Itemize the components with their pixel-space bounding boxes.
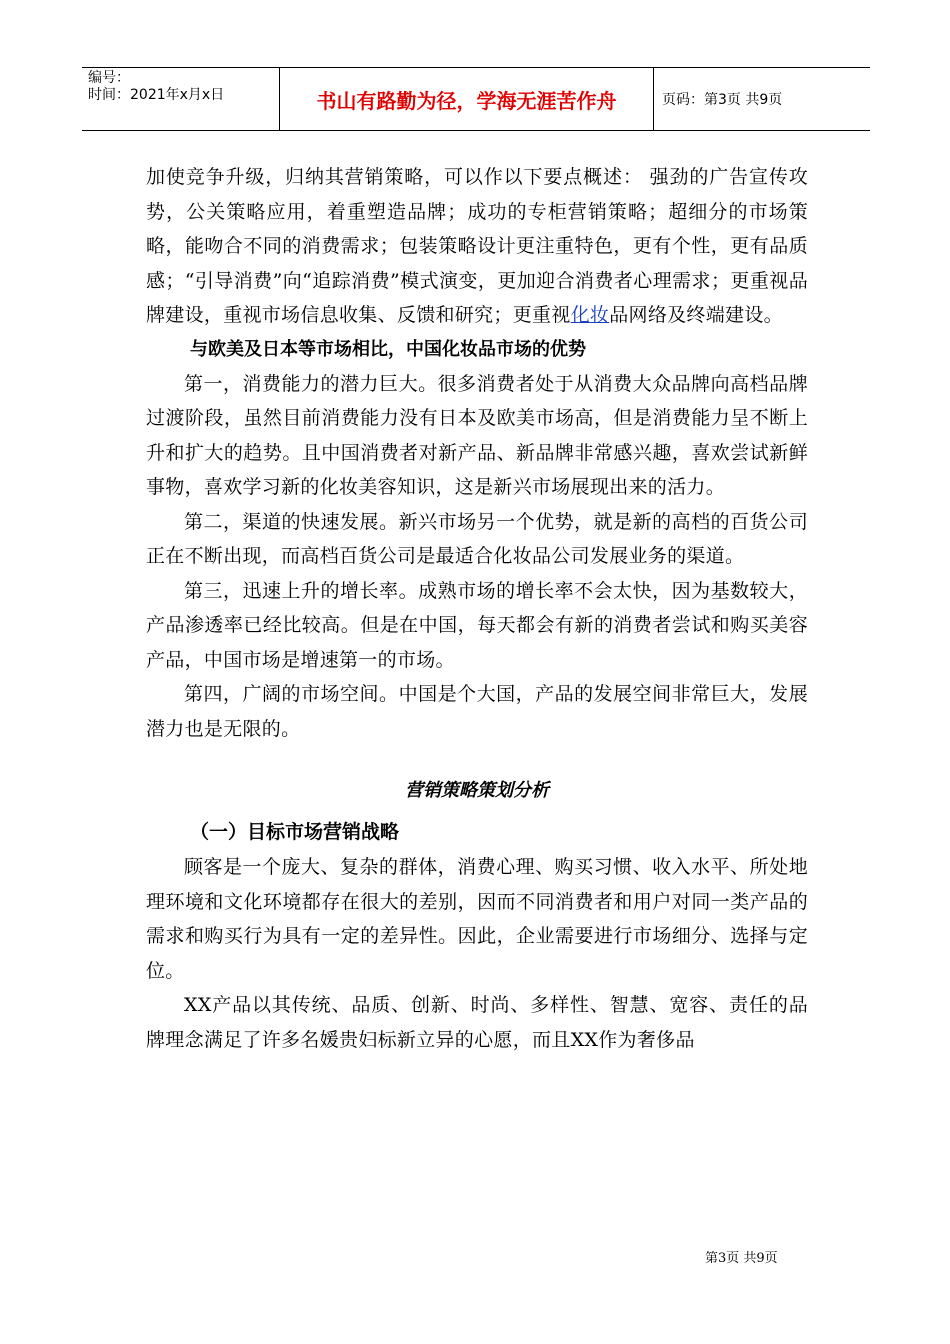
cosmetics-link[interactable]: 化妆 [570, 304, 610, 326]
header-meta [82, 68, 280, 130]
paragraph-4: 第三，迅速上升的增长率。成熟市场的增长率不会太快，因为基数较大，产品渗透率已经比较高。但是在中国，每天都会有新的消费者尝试和购买美容产品，中国市场是增速第一的市场。 [146, 579, 808, 671]
page-header [82, 67, 870, 131]
paragraph-7: XX产品以其传统、品质、创新、时尚、多样性、智慧、宽容、责任的品牌理念满足了许多名媛贵妇标新立异的心愿，而且XX作为奢侈品 [146, 994, 808, 1051]
document-body [146, 160, 808, 1057]
time-label: 时间：2021年x月x日 [88, 87, 225, 103]
header-motto: 书山有路勤为径，学海无涯苦作舟 [280, 68, 654, 130]
paragraph-1 [146, 160, 808, 333]
paragraph-3: 第二，渠道的快速发展。新兴市场另一个优势，就是新的高档的百货公司正在不断出现，而高档百货公司是最适合化妆品公司发展业务的渠道。 [146, 510, 808, 567]
paragraph-2: 第一，消费能力的潜力巨大。很多消费者处于从消费大众品牌向高档品牌过渡阶段，虽然目前消费能力没有日本及欧美市场高，但是消费能力呈不断上升和扩大的趋势。且中国消费者对新产品、新品牌非常感兴趣，喜欢尝试新鲜事物，喜欢学习新的化妆美容知识，这是新兴市场展现出来的活力。 [146, 372, 808, 498]
paragraph-1-tail: 品网络及终端建设。 [609, 304, 783, 326]
subheading-target-market: （一）目标市场营销战略 [190, 821, 400, 843]
paragraph-1-text: 加使竞争升级，归纳其营销策略，可以作以下要点概述： 强劲的广告宣传攻势，公关策略应用，着重塑造品牌；成功的专柜营销策略；超细分的市场策略，能吻合不同的消费需求；包装策略设计更注重特色，更有个性，更有品质感；“引导消费”向“追踪消费”模式演变，更加迎合消费者心理需求；更重视品牌建设，重视市场信息收集、反馈和研究；更重视 [146, 166, 808, 326]
paragraph-5: 第四，广阔的市场空间。中国是个大国，产品的发展空间非常巨大，发展潜力也是无限的。 [146, 683, 808, 740]
paragraph-6: 顾客是一个庞大、复杂的群体，消费心理、购买习惯、收入水平、所处地理环境和文化环境都存在很大的差别，因而不同消费者和用户对同一类产品的需求和购买行为具有一定的差异性。因此，企业需要进行市场细分、选择与定位。 [146, 856, 808, 982]
subheading-advantages: 与欧美及日本等市场相比，中国化妆品市场的优势 [190, 338, 586, 360]
serial-label: 编号： [88, 70, 130, 86]
section-title: 营销策略策划分析 [405, 780, 549, 801]
page-footer: 第3页 共9页 [705, 1251, 778, 1266]
header-page-info: 页码：第3页 共9页 [662, 92, 783, 108]
